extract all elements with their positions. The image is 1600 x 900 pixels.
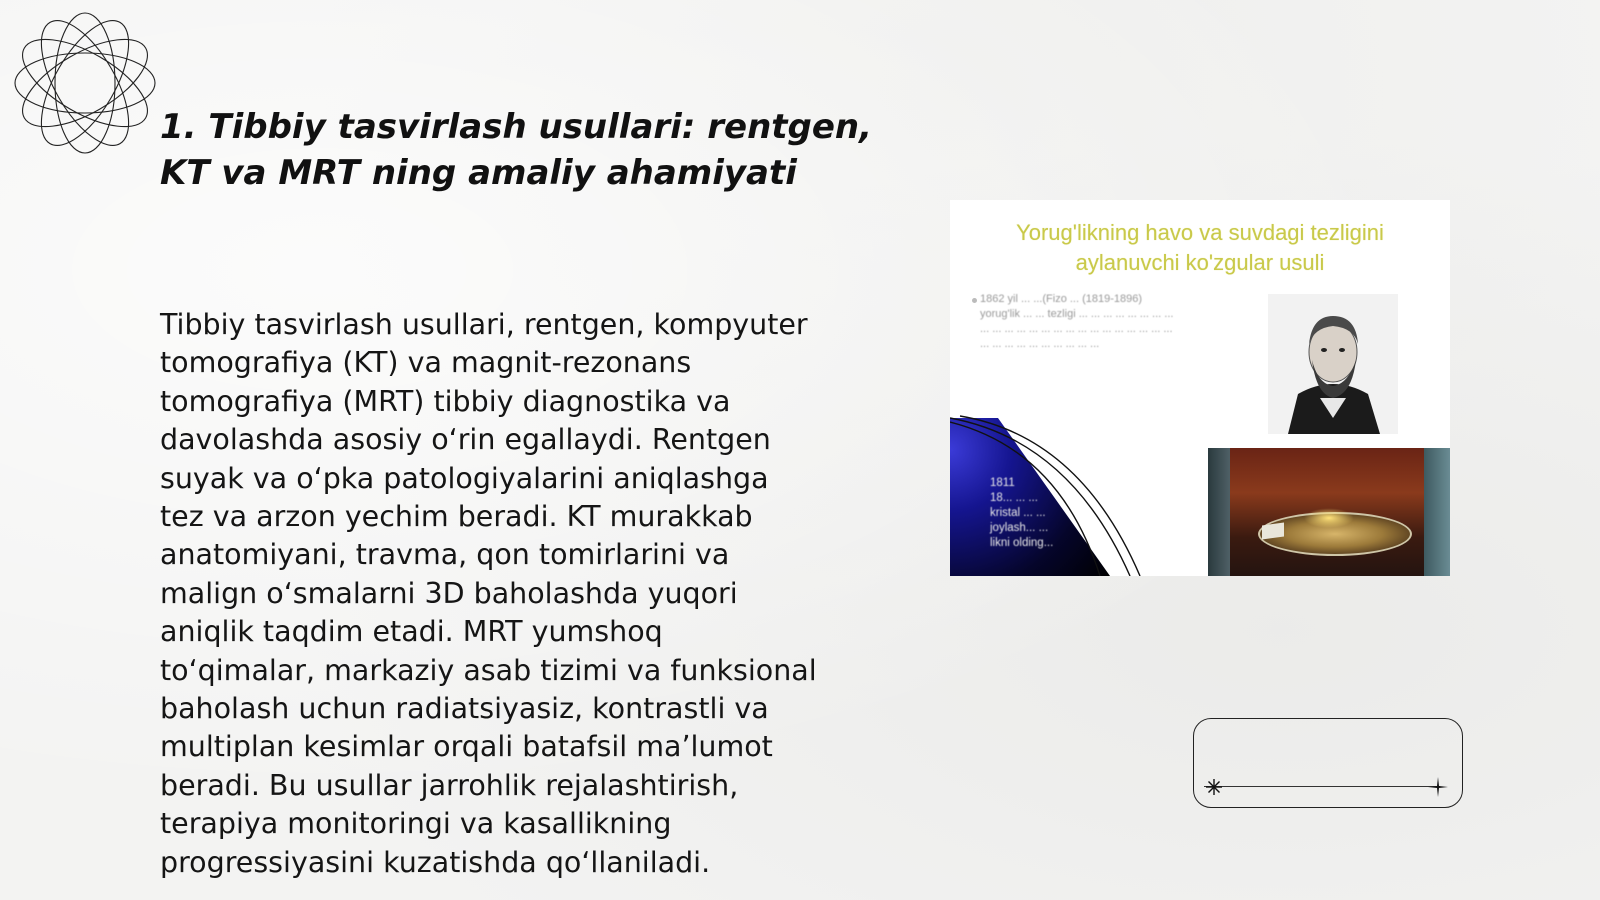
slide-body-text bbox=[160, 306, 860, 882]
slide-title bbox=[160, 104, 880, 196]
dark-text-line: joylash... ... bbox=[990, 522, 1049, 534]
dark-corner-text bbox=[990, 476, 1170, 551]
image-heading bbox=[950, 218, 1450, 278]
body-line: multiplan kesimlar orqali batafsil maʼlumot bbox=[160, 730, 773, 764]
body-line: tomografiya (MRT) tibbiy diagnostika va bbox=[160, 384, 731, 418]
dark-text-line: 1811 bbox=[990, 477, 1015, 489]
body-line: anatomiyani, travma, qon tomirlarini va bbox=[160, 538, 730, 572]
body-line: Tibbiy tasvirlash usullari, rentgen, kompyuter bbox=[160, 308, 808, 341]
body-line: progressiyasini kuzatishda qoʻllaniladi. bbox=[160, 845, 711, 879]
decorative-rounded-card bbox=[1193, 718, 1463, 808]
body-line: tez va arzon yechim beradi. KT murakkab bbox=[160, 500, 753, 534]
body-line: toʻqimalar, markaziy asab tizimi va funksional bbox=[160, 653, 817, 687]
image-heading-line: aylanuvchi ko'zgular usuli bbox=[1075, 250, 1325, 275]
sparkle-star-icon bbox=[1204, 777, 1224, 797]
body-line: beradi. Bu usullar jarrohlik rejalashtirish, bbox=[160, 768, 739, 802]
body-line: davolashda asosiy oʻrin egallaydi. Rentgen bbox=[160, 423, 771, 457]
image-blurred-text: 1862 yil ... ...(Fizo ... (1819-1896) yorug'lik ... ... tezligi ... ... ... ... ... ... ... ... ... ... ... ... ... ... ... ... ... ... ... ... ... ... ... ... ... ... ... ... ... ... ... ... ... ... bbox=[980, 293, 1174, 350]
body-line: malign oʻsmalarni 3D baholashda yuqori bbox=[160, 576, 738, 610]
title-line: KT va MRT ning amaliy ahamiyati bbox=[160, 153, 797, 193]
dark-text-line: likni olding... bbox=[990, 537, 1054, 549]
plus-star-icon bbox=[1428, 777, 1448, 797]
title-line: 1. Tibbiy tasvirlash usullari: rentgen, bbox=[160, 107, 873, 147]
museum-exhibit-photo bbox=[1208, 448, 1450, 576]
embedded-slide-image bbox=[950, 200, 1450, 576]
body-line: baholash uchun radiatsiyasiz, kontrastli va bbox=[160, 692, 769, 726]
body-line: tomografiya (KT) va magnit-rezonans bbox=[160, 346, 692, 380]
body-line: terapiya monitoringi va kasallikning bbox=[160, 807, 672, 841]
portrait-engraving bbox=[1268, 294, 1398, 434]
dark-text-line: kristal ... ... bbox=[990, 507, 1046, 519]
decorative-line bbox=[1204, 786, 1440, 787]
body-line: suyak va oʻpka patologiyalarini aniqlashga bbox=[160, 461, 769, 495]
bullet-dot bbox=[972, 298, 977, 303]
body-line: aniqlik taqdim etadi. MRT yumshoq bbox=[160, 615, 663, 649]
image-heading-line: Yorug'likning havo va suvdagi tezligini bbox=[1016, 220, 1384, 245]
orbit-rings-logo-icon bbox=[10, 8, 160, 158]
dark-text-line: 18... ... ... bbox=[990, 492, 1038, 504]
